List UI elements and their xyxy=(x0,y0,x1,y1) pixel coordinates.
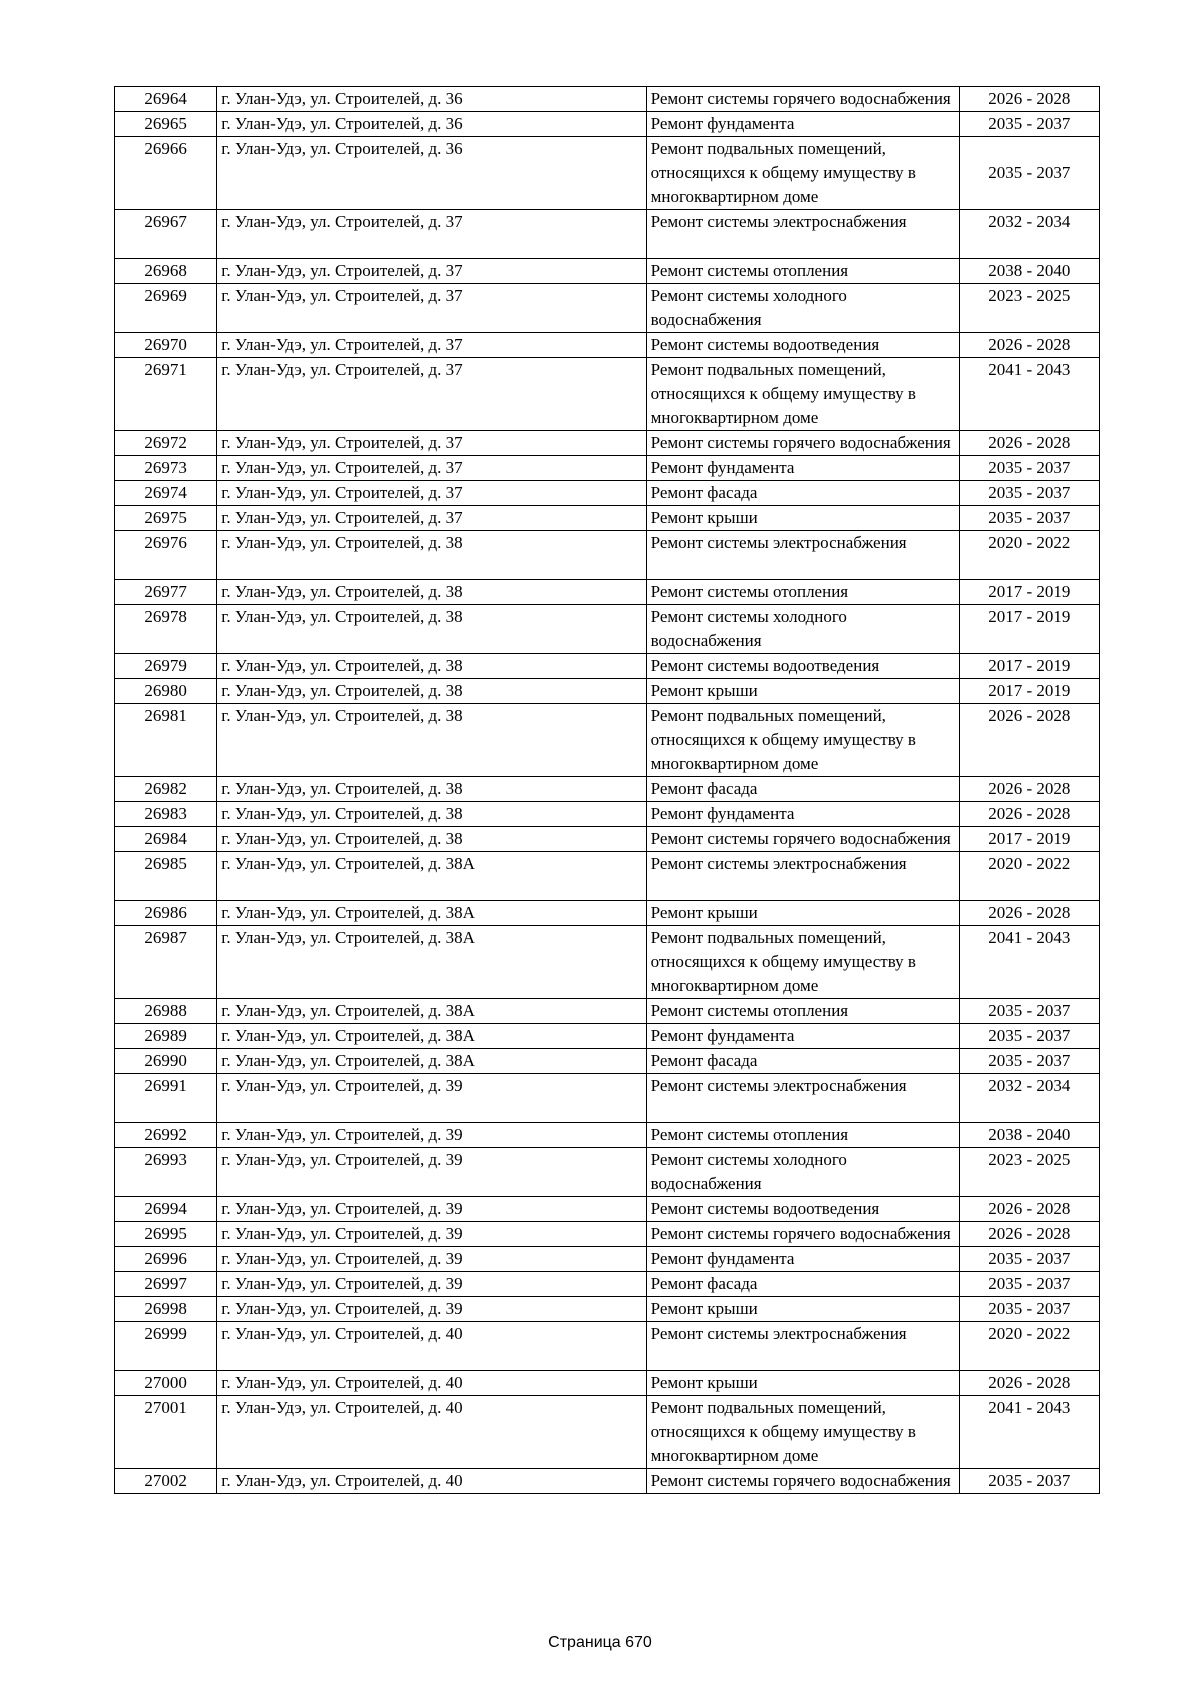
table-row xyxy=(115,777,1100,802)
row-work-cell: Ремонт фундамента xyxy=(646,1024,959,1049)
row-address-cell: г. Улан-Удэ, ул. Строителей, д. 39 xyxy=(217,1148,646,1197)
row-period-cell: 2032 - 2034 xyxy=(959,1074,1099,1123)
row-address-cell: г. Улан-Удэ, ул. Строителей, д. 38 xyxy=(217,679,646,704)
row-address-cell: г. Улан-Удэ, ул. Строителей, д. 38А xyxy=(217,1024,646,1049)
row-work-cell: Ремонт крыши xyxy=(646,901,959,926)
row-period-cell: 2035 - 2037 xyxy=(959,137,1099,210)
row-id-cell: 26993 xyxy=(115,1148,217,1197)
row-id-cell: 26989 xyxy=(115,1024,217,1049)
row-work-cell: Ремонт системы горячего водоснабжения xyxy=(646,1222,959,1247)
row-address-cell: г. Улан-Удэ, ул. Строителей, д. 37 xyxy=(217,284,646,333)
row-work-cell: Ремонт крыши xyxy=(646,1371,959,1396)
row-address-cell: г. Улан-Удэ, ул. Строителей, д. 37 xyxy=(217,333,646,358)
row-address-cell: г. Улан-Удэ, ул. Строителей, д. 37 xyxy=(217,481,646,506)
row-id-cell: 26980 xyxy=(115,679,217,704)
row-period-cell: 2035 - 2037 xyxy=(959,506,1099,531)
table-row xyxy=(115,926,1100,999)
row-id-cell: 26976 xyxy=(115,531,217,580)
row-work-cell: Ремонт системы горячего водоснабжения xyxy=(646,87,959,112)
row-address-cell: г. Улан-Удэ, ул. Строителей, д. 38А xyxy=(217,926,646,999)
table-row xyxy=(115,802,1100,827)
repair-schedule-table xyxy=(114,86,1100,1494)
table-row xyxy=(115,87,1100,112)
row-period-cell: 2035 - 2037 xyxy=(959,1049,1099,1074)
row-address-cell: г. Улан-Удэ, ул. Строителей, д. 38 xyxy=(217,827,646,852)
row-address-cell: г. Улан-Удэ, ул. Строителей, д. 39 xyxy=(217,1247,646,1272)
row-address-cell: г. Улан-Удэ, ул. Строителей, д. 38 xyxy=(217,704,646,777)
row-work-cell: Ремонт системы отопления xyxy=(646,999,959,1024)
table-row xyxy=(115,284,1100,333)
row-address-cell: г. Улан-Удэ, ул. Строителей, д. 36 xyxy=(217,87,646,112)
table-row xyxy=(115,506,1100,531)
row-id-cell: 26969 xyxy=(115,284,217,333)
row-work-cell: Ремонт подвальных помещений, относящихся к общему имуществу в многоквартирном доме xyxy=(646,1396,959,1469)
table-row xyxy=(115,1396,1100,1469)
row-period-cell: 2035 - 2037 xyxy=(959,481,1099,506)
table-row xyxy=(115,827,1100,852)
row-address-cell: г. Улан-Удэ, ул. Строителей, д. 38А xyxy=(217,999,646,1024)
row-address-cell: г. Улан-Удэ, ул. Строителей, д. 38 xyxy=(217,531,646,580)
table-row xyxy=(115,456,1100,481)
row-address-cell: г. Улан-Удэ, ул. Строителей, д. 40 xyxy=(217,1371,646,1396)
row-id-cell: 26970 xyxy=(115,333,217,358)
row-id-cell: 26985 xyxy=(115,852,217,901)
row-period-cell: 2026 - 2028 xyxy=(959,1371,1099,1396)
row-period-cell: 2026 - 2028 xyxy=(959,704,1099,777)
row-work-cell: Ремонт системы водоотведения xyxy=(646,654,959,679)
row-period-cell: 2035 - 2037 xyxy=(959,1469,1099,1494)
row-period-cell: 2032 - 2034 xyxy=(959,210,1099,259)
row-id-cell: 26974 xyxy=(115,481,217,506)
row-period-cell: 2026 - 2028 xyxy=(959,802,1099,827)
row-id-cell: 26995 xyxy=(115,1222,217,1247)
row-id-cell: 26983 xyxy=(115,802,217,827)
row-period-cell: 2041 - 2043 xyxy=(959,926,1099,999)
row-id-cell: 27001 xyxy=(115,1396,217,1469)
row-address-cell: г. Улан-Удэ, ул. Строителей, д. 38 xyxy=(217,580,646,605)
row-id-cell: 26971 xyxy=(115,358,217,431)
page-number: Страница 670 xyxy=(548,1634,652,1651)
table-row xyxy=(115,1222,1100,1247)
row-work-cell: Ремонт системы водоотведения xyxy=(646,333,959,358)
row-period-cell: 2017 - 2019 xyxy=(959,605,1099,654)
row-period-cell: 2035 - 2037 xyxy=(959,1297,1099,1322)
table-body xyxy=(115,87,1100,1494)
row-period-cell: 2041 - 2043 xyxy=(959,358,1099,431)
table-row xyxy=(115,1148,1100,1197)
table-row xyxy=(115,531,1100,580)
table-row xyxy=(115,1469,1100,1494)
row-period-cell: 2020 - 2022 xyxy=(959,531,1099,580)
table-row xyxy=(115,259,1100,284)
row-id-cell: 26982 xyxy=(115,777,217,802)
row-address-cell: г. Улан-Удэ, ул. Строителей, д. 37 xyxy=(217,431,646,456)
row-work-cell: Ремонт системы водоотведения xyxy=(646,1197,959,1222)
row-address-cell: г. Улан-Удэ, ул. Строителей, д. 39 xyxy=(217,1297,646,1322)
row-address-cell: г. Улан-Удэ, ул. Строителей, д. 36 xyxy=(217,137,646,210)
row-work-cell: Ремонт системы электроснабжения xyxy=(646,1322,959,1371)
row-address-cell: г. Улан-Удэ, ул. Строителей, д. 40 xyxy=(217,1322,646,1371)
row-id-cell: 26979 xyxy=(115,654,217,679)
row-id-cell: 26990 xyxy=(115,1049,217,1074)
row-id-cell: 26998 xyxy=(115,1297,217,1322)
row-work-cell: Ремонт системы горячего водоснабжения xyxy=(646,827,959,852)
row-id-cell: 26967 xyxy=(115,210,217,259)
row-id-cell: 26997 xyxy=(115,1272,217,1297)
table-row xyxy=(115,210,1100,259)
row-address-cell: г. Улан-Удэ, ул. Строителей, д. 39 xyxy=(217,1272,646,1297)
row-address-cell: г. Улан-Удэ, ул. Строителей, д. 38А xyxy=(217,1049,646,1074)
row-work-cell: Ремонт фасада xyxy=(646,481,959,506)
table-row xyxy=(115,1074,1100,1123)
row-id-cell: 26964 xyxy=(115,87,217,112)
table-row xyxy=(115,137,1100,210)
row-work-cell: Ремонт подвальных помещений, относящихся к общему имуществу в многоквартирном доме xyxy=(646,137,959,210)
table-row xyxy=(115,1272,1100,1297)
row-period-cell: 2035 - 2037 xyxy=(959,999,1099,1024)
row-id-cell: 26999 xyxy=(115,1322,217,1371)
row-period-cell: 2038 - 2040 xyxy=(959,1123,1099,1148)
row-id-cell: 26965 xyxy=(115,112,217,137)
row-id-cell: 26975 xyxy=(115,506,217,531)
row-period-cell: 2026 - 2028 xyxy=(959,431,1099,456)
table-row xyxy=(115,431,1100,456)
row-work-cell: Ремонт системы отопления xyxy=(646,580,959,605)
row-work-cell: Ремонт крыши xyxy=(646,1297,959,1322)
row-work-cell: Ремонт подвальных помещений, относящихся к общему имуществу в многоквартирном доме xyxy=(646,704,959,777)
row-id-cell: 26987 xyxy=(115,926,217,999)
table-row xyxy=(115,1297,1100,1322)
row-id-cell: 26978 xyxy=(115,605,217,654)
row-address-cell: г. Улан-Удэ, ул. Строителей, д. 38 xyxy=(217,777,646,802)
row-address-cell: г. Улан-Удэ, ул. Строителей, д. 39 xyxy=(217,1123,646,1148)
row-id-cell: 26994 xyxy=(115,1197,217,1222)
row-work-cell: Ремонт системы горячего водоснабжения xyxy=(646,1469,959,1494)
row-period-cell: 2035 - 2037 xyxy=(959,1247,1099,1272)
row-period-cell: 2020 - 2022 xyxy=(959,852,1099,901)
table-row xyxy=(115,358,1100,431)
row-work-cell: Ремонт фундамента xyxy=(646,802,959,827)
row-period-cell: 2035 - 2037 xyxy=(959,112,1099,137)
row-id-cell: 26988 xyxy=(115,999,217,1024)
table-row xyxy=(115,481,1100,506)
row-work-cell: Ремонт системы отопления xyxy=(646,259,959,284)
table-row xyxy=(115,333,1100,358)
row-address-cell: г. Улан-Удэ, ул. Строителей, д. 37 xyxy=(217,456,646,481)
row-work-cell: Ремонт фундамента xyxy=(646,456,959,481)
row-work-cell: Ремонт фасада xyxy=(646,1272,959,1297)
row-id-cell: 26996 xyxy=(115,1247,217,1272)
row-address-cell: г. Улан-Удэ, ул. Строителей, д. 39 xyxy=(217,1074,646,1123)
row-period-cell: 2035 - 2037 xyxy=(959,1272,1099,1297)
table-row xyxy=(115,112,1100,137)
row-period-cell: 2017 - 2019 xyxy=(959,654,1099,679)
table-row xyxy=(115,1197,1100,1222)
row-period-cell: 2017 - 2019 xyxy=(959,827,1099,852)
row-id-cell: 26992 xyxy=(115,1123,217,1148)
row-work-cell: Ремонт подвальных помещений, относящихся к общему имуществу в многоквартирном доме xyxy=(646,358,959,431)
row-address-cell: г. Улан-Удэ, ул. Строителей, д. 38 xyxy=(217,605,646,654)
row-work-cell: Ремонт крыши xyxy=(646,679,959,704)
row-work-cell: Ремонт системы горячего водоснабжения xyxy=(646,431,959,456)
table-row xyxy=(115,580,1100,605)
table-row xyxy=(115,999,1100,1024)
row-period-cell: 2041 - 2043 xyxy=(959,1396,1099,1469)
row-work-cell: Ремонт крыши xyxy=(646,506,959,531)
table-row xyxy=(115,852,1100,901)
row-address-cell: г. Улан-Удэ, ул. Строителей, д. 37 xyxy=(217,210,646,259)
row-period-cell: 2035 - 2037 xyxy=(959,1024,1099,1049)
row-work-cell: Ремонт фундамента xyxy=(646,112,959,137)
row-id-cell: 26984 xyxy=(115,827,217,852)
row-address-cell: г. Улан-Удэ, ул. Строителей, д. 36 xyxy=(217,112,646,137)
row-id-cell: 26972 xyxy=(115,431,217,456)
row-period-cell: 2020 - 2022 xyxy=(959,1322,1099,1371)
row-address-cell: г. Улан-Удэ, ул. Строителей, д. 38А xyxy=(217,901,646,926)
row-id-cell: 26968 xyxy=(115,259,217,284)
row-id-cell: 26991 xyxy=(115,1074,217,1123)
row-address-cell: г. Улан-Удэ, ул. Строителей, д. 40 xyxy=(217,1396,646,1469)
row-work-cell: Ремонт фундамента xyxy=(646,1247,959,1272)
row-work-cell: Ремонт системы холодного водоснабжения xyxy=(646,605,959,654)
row-id-cell: 26986 xyxy=(115,901,217,926)
row-id-cell: 26966 xyxy=(115,137,217,210)
row-period-cell: 2026 - 2028 xyxy=(959,333,1099,358)
row-id-cell: 27002 xyxy=(115,1469,217,1494)
table-row xyxy=(115,1371,1100,1396)
row-address-cell: г. Улан-Удэ, ул. Строителей, д. 38А xyxy=(217,852,646,901)
row-period-cell: 2017 - 2019 xyxy=(959,580,1099,605)
table-row xyxy=(115,605,1100,654)
table-row xyxy=(115,901,1100,926)
row-address-cell: г. Улан-Удэ, ул. Строителей, д. 39 xyxy=(217,1222,646,1247)
row-period-cell: 2035 - 2037 xyxy=(959,456,1099,481)
row-period-cell: 2017 - 2019 xyxy=(959,679,1099,704)
row-id-cell: 27000 xyxy=(115,1371,217,1396)
row-period-cell: 2026 - 2028 xyxy=(959,1197,1099,1222)
table-row xyxy=(115,679,1100,704)
row-work-cell: Ремонт фасада xyxy=(646,777,959,802)
row-address-cell: г. Улан-Удэ, ул. Строителей, д. 37 xyxy=(217,259,646,284)
row-work-cell: Ремонт системы электроснабжения xyxy=(646,531,959,580)
table-row xyxy=(115,654,1100,679)
table-row xyxy=(115,1024,1100,1049)
row-work-cell: Ремонт системы отопления xyxy=(646,1123,959,1148)
row-address-cell: г. Улан-Удэ, ул. Строителей, д. 40 xyxy=(217,1469,646,1494)
row-work-cell: Ремонт подвальных помещений, относящихся к общему имуществу в многоквартирном доме xyxy=(646,926,959,999)
row-id-cell: 26977 xyxy=(115,580,217,605)
row-id-cell: 26973 xyxy=(115,456,217,481)
row-id-cell: 26981 xyxy=(115,704,217,777)
row-work-cell: Ремонт системы электроснабжения xyxy=(646,1074,959,1123)
row-work-cell: Ремонт системы холодного водоснабжения xyxy=(646,284,959,333)
row-work-cell: Ремонт системы холодного водоснабжения xyxy=(646,1148,959,1197)
row-work-cell: Ремонт системы электроснабжения xyxy=(646,210,959,259)
table-row xyxy=(115,704,1100,777)
row-period-cell: 2026 - 2028 xyxy=(959,87,1099,112)
table-row xyxy=(115,1049,1100,1074)
row-period-cell: 2026 - 2028 xyxy=(959,1222,1099,1247)
row-address-cell: г. Улан-Удэ, ул. Строителей, д. 38 xyxy=(217,654,646,679)
table-row xyxy=(115,1322,1100,1371)
row-period-cell: 2026 - 2028 xyxy=(959,901,1099,926)
row-period-cell: 2023 - 2025 xyxy=(959,284,1099,333)
row-address-cell: г. Улан-Удэ, ул. Строителей, д. 37 xyxy=(217,506,646,531)
row-period-cell: 2038 - 2040 xyxy=(959,259,1099,284)
row-work-cell: Ремонт фасада xyxy=(646,1049,959,1074)
row-address-cell: г. Улан-Удэ, ул. Строителей, д. 38 xyxy=(217,802,646,827)
row-address-cell: г. Улан-Удэ, ул. Строителей, д. 39 xyxy=(217,1197,646,1222)
table-row xyxy=(115,1123,1100,1148)
row-period-cell: 2026 - 2028 xyxy=(959,777,1099,802)
row-period-cell: 2023 - 2025 xyxy=(959,1148,1099,1197)
row-work-cell: Ремонт системы электроснабжения xyxy=(646,852,959,901)
row-address-cell: г. Улан-Удэ, ул. Строителей, д. 37 xyxy=(217,358,646,431)
table-row xyxy=(115,1247,1100,1272)
